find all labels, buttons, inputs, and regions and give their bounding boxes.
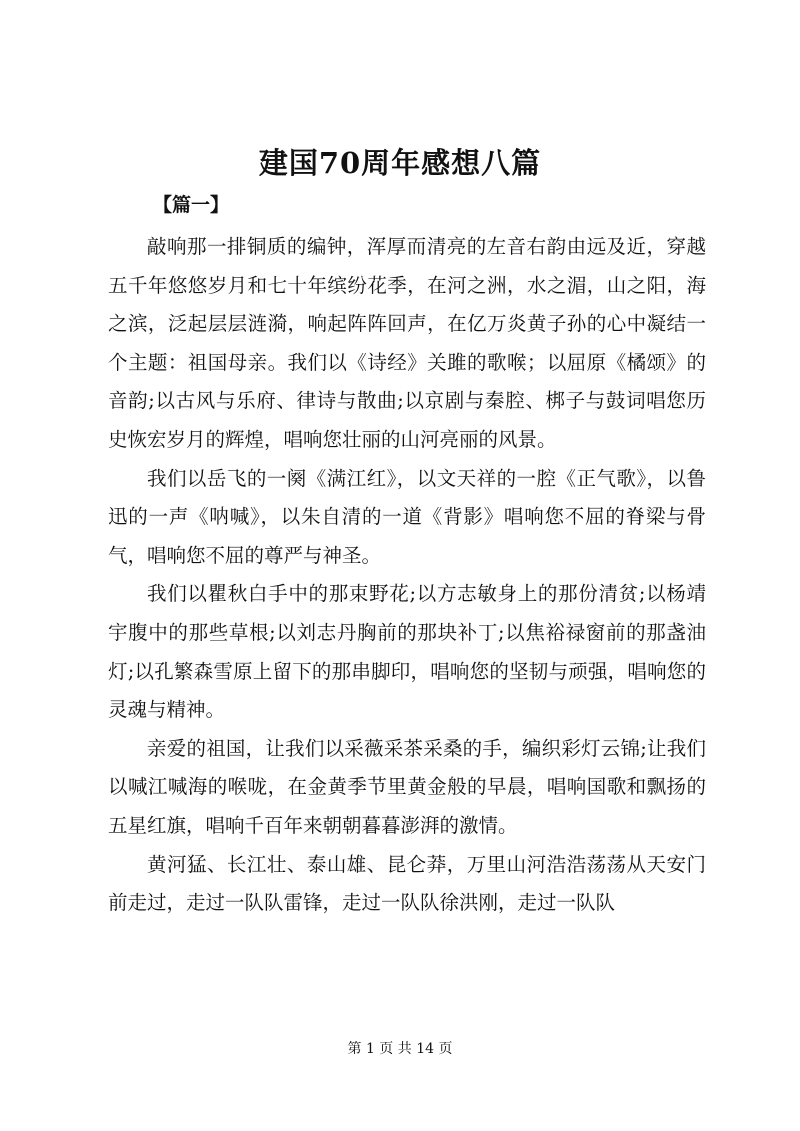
document-title: 建国70周年感想八篇 (258, 146, 542, 180)
page-footer: 第 1 页 共 14 页 (347, 1041, 453, 1057)
document-body (108, 228, 706, 923)
paragraph: 我们以岳飞的一阕《满江红》，以文天祥的一腔《正气歌》，以鲁迅的一声《呐喊》，以朱自清的一道《背影》唱响您不屈的脊梁与骨气，唱响您不屈的尊严与神圣。 (108, 466, 706, 567)
paragraph: 敲响那一排铜质的编钟，浑厚而清亮的左音右韵由远及近，穿越五千年悠悠岁月和七十年缤纷花季，在河之洲，水之湄，山之阳，海之滨，泛起层层涟漪，响起阵阵回声，在亿万炎黄子孙的心中凝结一个主题：祖国母亲。我们以《诗经》关雎的歌喉；以屈原《橘颂》的音韵;以古风与乐府、律诗与散曲;以京剧与秦腔、梆子与鼓词唱您历史恢宏岁月的辉煌，唱响您壮丽的山河亮丽的风景。 (108, 235, 706, 451)
paragraph: 亲爱的祖国，让我们以采薇采茶采桑的手，编织彩灯云锦;让我们以喊江喊海的喉咙，在金黄季节里黄金般的早晨，唱响国歌和飘扬的五星红旗，唱响千百年来朝朝暮暮澎湃的激情。 (108, 736, 706, 837)
section-label: 【篇一】 (153, 194, 230, 216)
paragraph: 黄河猛、长江壮、泰山雄、昆仑莽，万里山河浩浩荡荡从天安门前走过，走过一队队雷锋，走过一队队徐洪刚，走过一队队 (108, 852, 706, 915)
paragraph: 我们以瞿秋白手中的那束野花;以方志敏身上的那份清贫;以杨靖宇腹中的那些草根;以刘志丹胸前的那块补丁;以焦裕禄窗前的那盏油灯;以孔繁森雪原上留下的那串脚印，唱响您的坚韧与顽强，唱响您的灵魂与精神。 (108, 582, 706, 722)
